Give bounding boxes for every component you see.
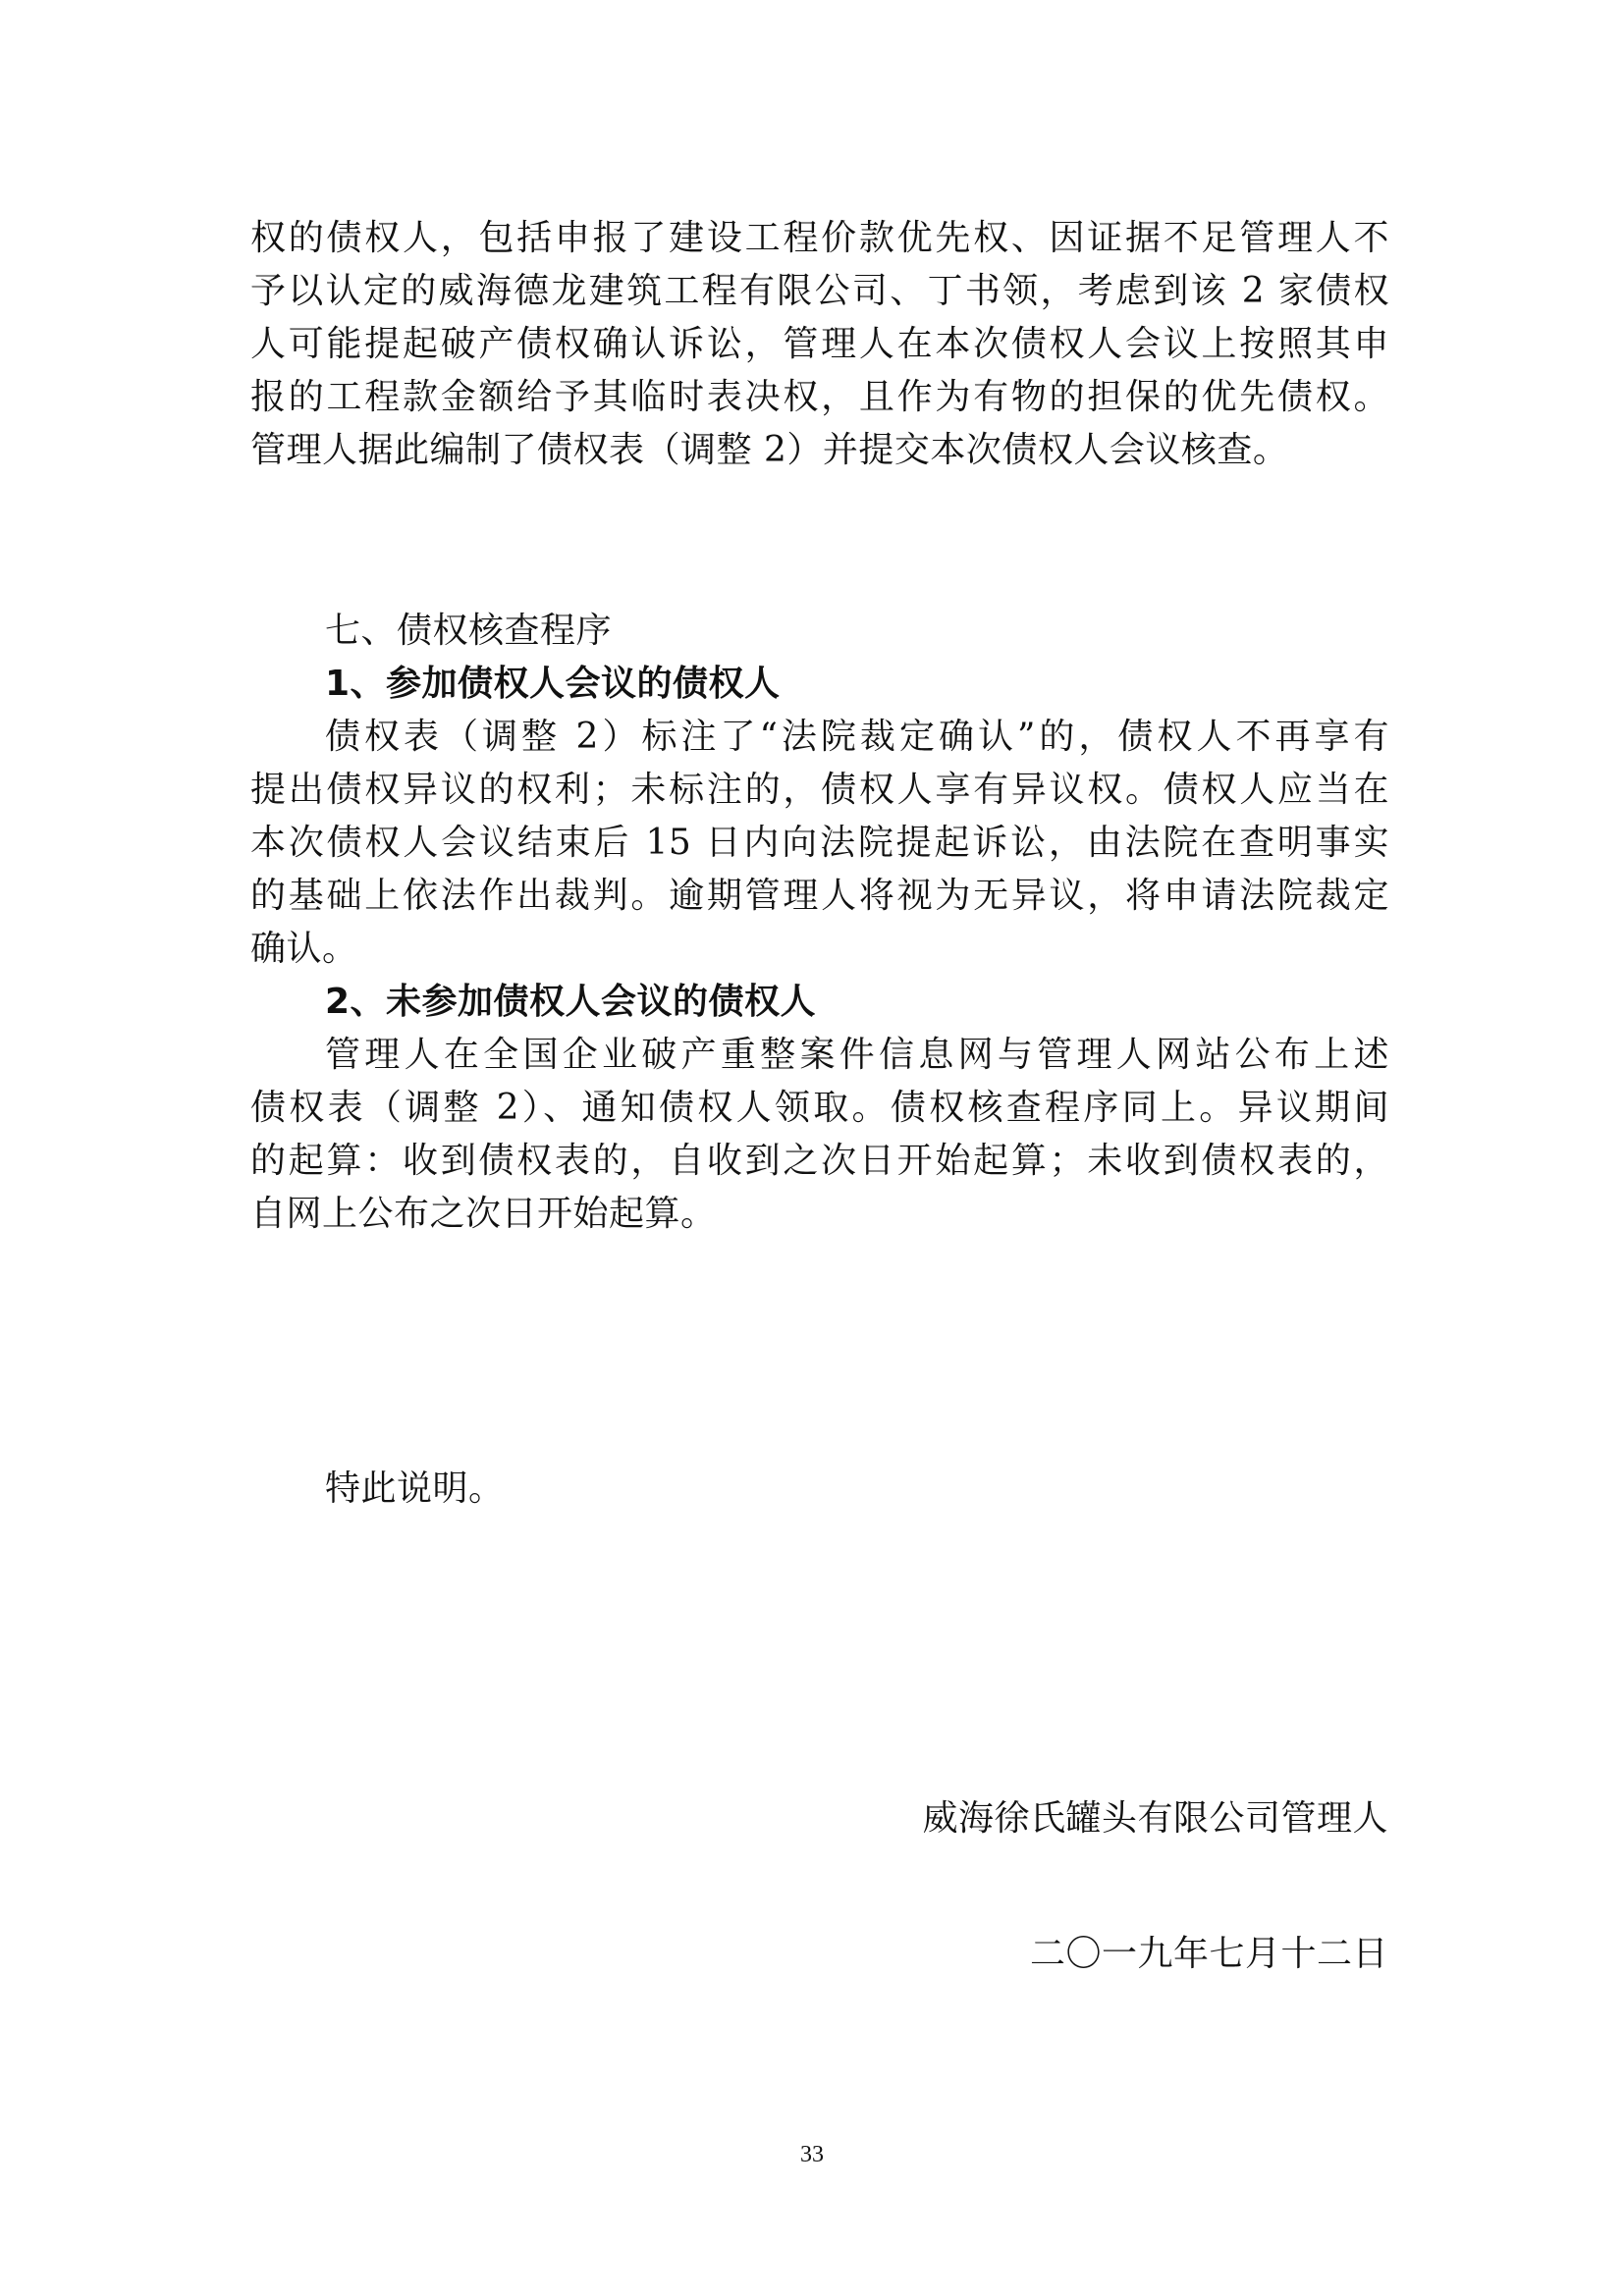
paragraph-line: 权的债权人，包括申报了建设工程价款优先权、因证据不足管理人不: [250, 218, 1389, 258]
paragraph-line: 债权表（调整 2）、通知债权人领取。债权核查程序同上。异议期间: [250, 1088, 1389, 1128]
section-title: 七、债权核查程序: [325, 611, 613, 651]
closing-text: 特此说明。: [325, 1468, 505, 1509]
paragraph-line: 的起算：收到债权表的，自收到之次日开始起算；未收到债权表的，: [250, 1141, 1389, 1181]
paragraph-line: 自网上公布之次日开始起算。: [250, 1194, 717, 1234]
page-number: 33: [800, 2142, 824, 2167]
subsection-title-2: 2、未参加债权人会议的债权人: [325, 982, 817, 1022]
section-seven: [250, 605, 1389, 1241]
paragraph-line: 管理人在全国企业破产重整案件信息网与管理人网站公布上述: [325, 1035, 1389, 1075]
closing-block: [250, 1463, 1389, 1516]
subsection-title-1: 1、参加债权人会议的债权人: [325, 664, 781, 704]
paragraph-line: 提出债权异议的权利；未标注的，债权人享有异议权。债权人应当在: [250, 770, 1389, 810]
paragraph-line: 本次债权人会议结束后 15 日内向法院提起诉讼，由法院在查明事实: [250, 823, 1389, 863]
paragraph-line: 人可能提起破产债权确认诉讼，管理人在本次债权人会议上按照其申: [250, 324, 1389, 364]
paragraph-line: 报的工程款金额给予其临时表决权，且作为有物的担保的优先债权。: [250, 377, 1389, 417]
paragraph-line: 予以认定的威海德龙建筑工程有限公司、丁书领，考虑到该 2 家债权: [250, 271, 1389, 311]
signature-org: 威海徐氏罐头有限公司管理人: [922, 1798, 1388, 1839]
signature-date: 二〇一九年七月十二日: [1029, 1934, 1388, 1974]
continued-paragraph: [250, 212, 1389, 477]
paragraph-line: 债权表（调整 2）标注了“法院裁定确认”的，债权人不再享有: [325, 717, 1389, 757]
paragraph-line: 管理人据此编制了债权表（调整 2）并提交本次债权人会议核查。: [250, 430, 1289, 470]
paragraph-line: 的基础上依法作出裁判。逾期管理人将视为无异议，将申请法院裁定: [250, 876, 1389, 916]
paragraph-line: 确认。: [250, 929, 358, 969]
